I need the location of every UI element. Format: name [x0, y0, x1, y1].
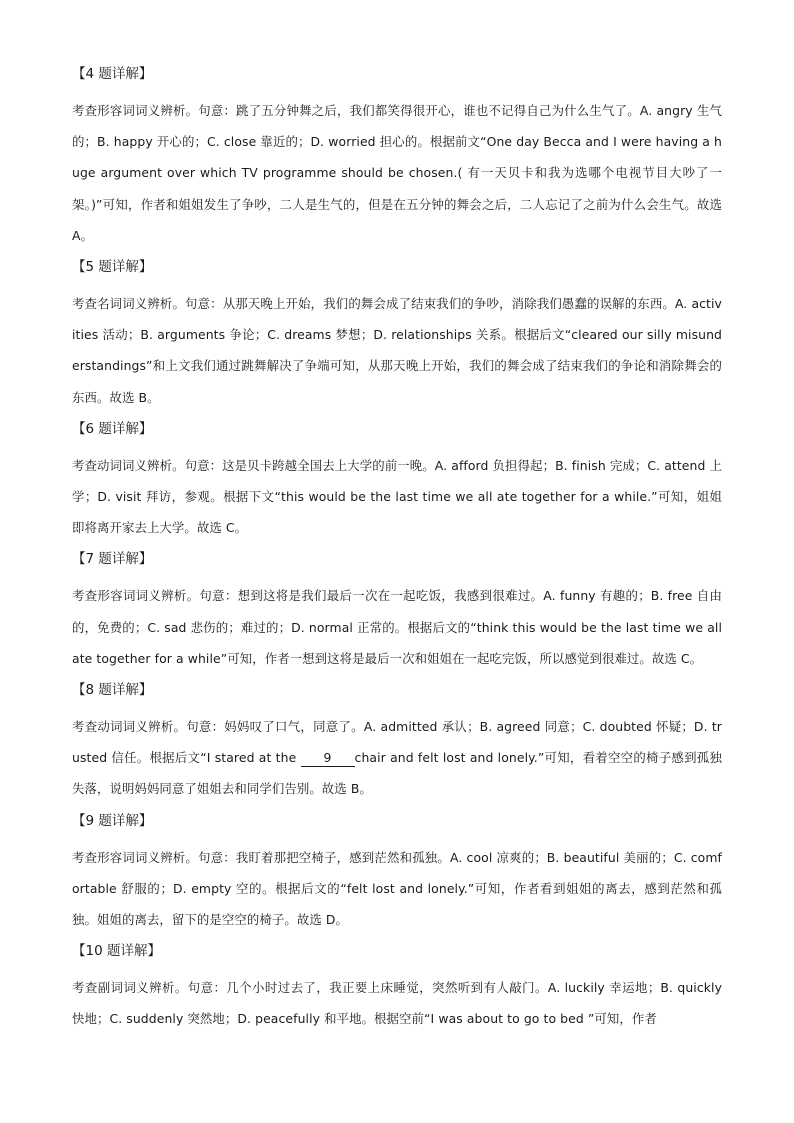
- section-heading: 【9 题详解】: [72, 812, 153, 829]
- section-q9: [72, 811, 722, 936]
- section-body: 考查形容词词义辨析。句意：想到这将是我们最后一次在一起吃饭，我感到很难过。A. funny 有趣的；B. free 自由的，免费的；C. sad 悲伤的；难过的；D. normal 正常的。根据后文的“think this would be the last time we all ate together for a while”可知，作者一想到这将是最后一次和姐姐在一起吃完饭，所以感觉到很难过。故选 C。: [72, 588, 722, 666]
- section-q8: [72, 680, 722, 805]
- section-body: 考查名词词义辨析。句意：从那天晚上开始，我们的舞会成了结束我们的争吵，消除我们愚蠢的误解的东西。A. activities 活动；B. arguments 争论；C. dreams 梦想；D. relationships 关系。根据后文“cleared our silly misunderstandings”和上文我们通过跳舞解决了争端可知，从那天晚上开始，我们的舞会成了结束我们的争论和消除舞会的东西。故选 B。: [72, 296, 722, 405]
- section-heading: 【5 题详解】: [72, 259, 153, 276]
- section-body: [72, 711, 722, 805]
- fill-in-blank: 9: [301, 750, 355, 767]
- section-heading: 【10 题详解】: [72, 943, 161, 960]
- section-heading: 【4 题详解】: [72, 66, 153, 82]
- section-heading: 【6 题详解】: [72, 420, 153, 437]
- section-body: 考查副词词义辨析。句意：几个小时过去了，我正要上床睡觉，突然听到有人敲门。A. luckily 幸运地；B. quickly 快地；C. suddenly 突然地；D. peacefully 和平地。根据空前“I was about to go to bed ”可知，作者: [72, 980, 722, 1027]
- section-body: 考查形容词词义辨析。句意：我盯着那把空椅子，感到茫然和孤独。A. cool 凉爽的；B. beautiful 美丽的；C. comfortable 舒服的；D. empty 空的。根据后文的“felt lost and lonely.”可知，作者看到姐姐的离去，感到茫然和孤独。姐姐的离去，留下的是空空的椅子。故选 D。: [72, 849, 722, 928]
- section-body: 考查形容词词义辨析。句意：跳了五分钟舞之后，我们都笑得很开心，谁也不记得自己为什么生气了。A. angry 生气的；B. happy 开心的；C. close 靠近的；D. worried 担心的。根据前文“One day Becca and I were having a huge argument over which TV programme should be chosen.( 有一天贝卡和我为选哪个电视节目大吵了一架。)”可知，作者和姐姐发生了争吵，二人是生气的，但是在五分钟的舞会之后，二人忘记了之前为什么会生气。故选 A。: [72, 103, 722, 243]
- section-body: 考查动词词义辨析。句意：这是贝卡跨越全国去上大学的前一晚。A. afford 负担得起；B. finish 完成；C. attend 上学；D. visit 拜访，参观。根据下文“this would be the last time we all ate together for a while.”可知，姐姐即将离开家去上大学。故选 C。: [72, 457, 722, 536]
- section-q7: [72, 549, 722, 674]
- section-q5: [72, 257, 722, 413]
- section-heading: 【8 题详解】: [72, 682, 153, 699]
- section-q6: [72, 419, 722, 544]
- section-heading: 【7 题详解】: [72, 551, 153, 568]
- section-q10: [72, 941, 722, 1034]
- body-text-after-blank: chair and felt lost and lonely.”可知，看着空空的椅子感到孤独失落，说明妈妈同意了姐姐去和同学们告别。故选 B。: [72, 750, 722, 797]
- section-q4: [72, 64, 722, 251]
- body-text-before-blank: 考查动词词义辨析。句意：妈妈叹了口气，同意了。A. admitted 承认；B. agreed 同意；C. doubted 怀疑；D. trusted 信任。根据后文“I stared at the: [72, 719, 722, 766]
